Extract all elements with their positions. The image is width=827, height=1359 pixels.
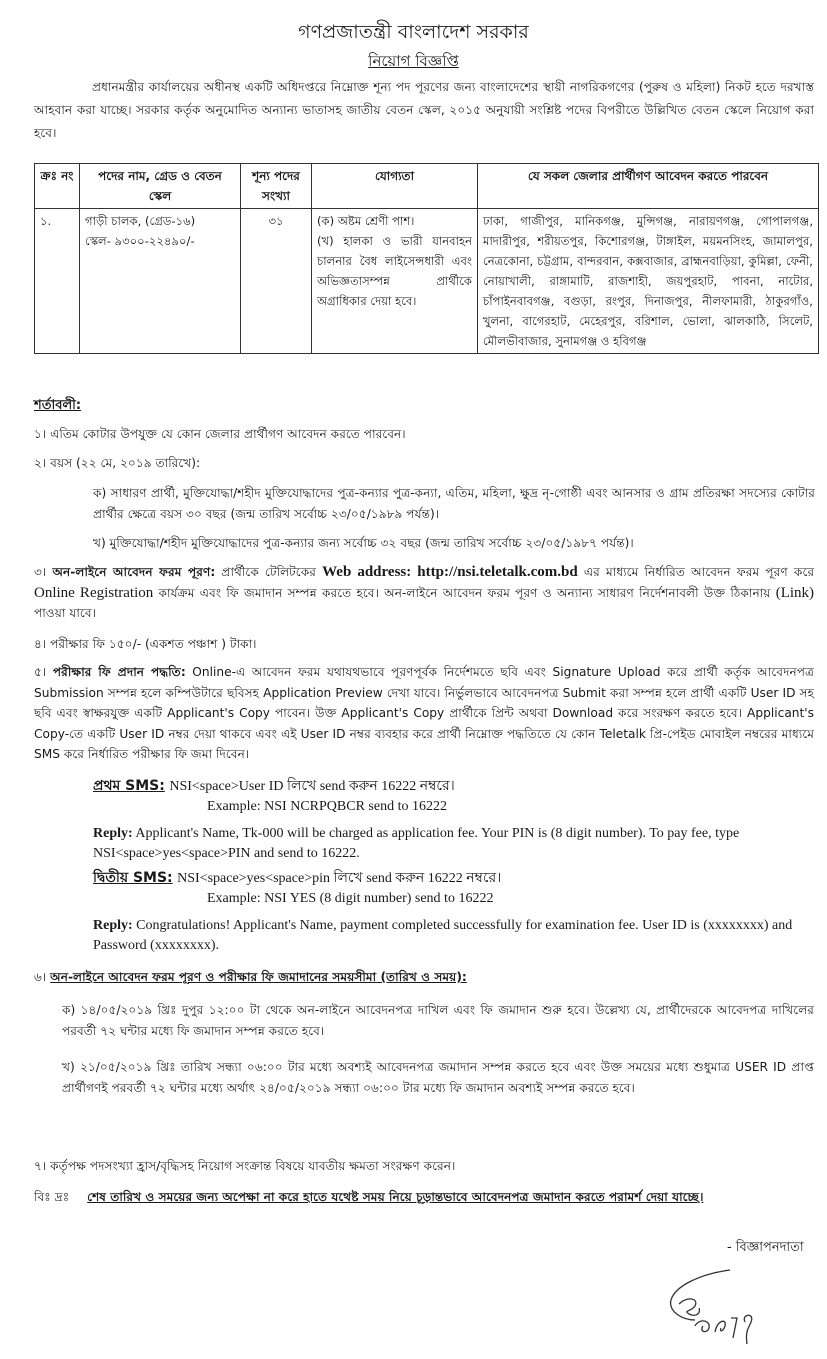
term-3-label: অন-লাইনে আবেদন ফরম পূরণ: xyxy=(52,565,216,579)
posts-table xyxy=(34,163,819,354)
qualification-b: (খ) হালকা ও ভারী যানবাহন চালনার বৈধ লাইসেন্সধারী এবং অভিজ্ঞতাসম্পন্ন প্রার্থীকে অগ্রাধিকার দেয়া হবে। xyxy=(317,234,472,308)
cell-serial: ১. xyxy=(35,209,80,354)
term-6-num: ৬। xyxy=(34,970,47,984)
term-4: ৪। পরীক্ষার ফি ১৫০/- (একশত পঞ্চাশ ) টাকা। xyxy=(34,637,257,651)
term-2: ২। বয়স (২২ মে, ২০১৯ তারিখে): xyxy=(34,456,201,470)
col-post: পদের নাম, গ্রেড ও বেতন স্কেল xyxy=(80,164,241,209)
signature-image xyxy=(665,1268,765,1348)
col-vacancies: শূন্য পদের সংখ্যা xyxy=(241,164,312,209)
government-title: গণপ্রজাতন্ত্রী বাংলাদেশ সরকার xyxy=(298,21,529,43)
reply-1-label: Reply: xyxy=(93,826,133,841)
web-address-link[interactable]: Web address: http://nsi.teletalk.com.bd xyxy=(322,564,578,580)
term-2a: ক) সাধারণ প্রার্থী, মুক্তিযোদ্ধা/শহীদ মুক্তিযোদ্ধাদের পুত্র-কন্যার পুত্র-কন্যা, এতিম, মহিলা, ক্ষুদ্র নৃ-গোষ্ঠী এবং আনসার ও গ্রাম প্রতিরক্ষা সদস্যের কোটার প্রার্থীর ক্ষেত্রে বয়স ৩০ বছর (জন্ম তারিখ সর্বোচ্চ ২৩/০৫/১৯৮৯ পর্যন্ত)। xyxy=(93,486,815,521)
term-1: ১। এতিম কোটার উপযুক্ত যে কোন জেলার প্রার্থীগণ আবেদন করতে পারবেন। xyxy=(34,427,406,441)
note-label: বিঃ দ্রঃ xyxy=(34,1190,70,1204)
term-5 xyxy=(34,662,814,765)
notice-title-text: নিয়োগ বিজ্ঞপ্তি xyxy=(368,52,459,70)
online-registration-text: Online Registration xyxy=(34,584,154,601)
sms-2-text: NSI<space>yes<space>pin লিখে send করুন 16222 নম্বরে। xyxy=(177,871,502,886)
term-5-label: পরীক্ষার ফি প্রদান পদ্ধতি: xyxy=(52,665,186,679)
note xyxy=(34,1187,814,1208)
sms-1-text: NSI<space>User ID লিখে send করুন 16222 নম্বরে। xyxy=(169,779,455,794)
signature-stroke-1 xyxy=(671,1270,730,1320)
term-3 xyxy=(34,562,814,624)
sms-2-label: দ্বিতীয় SMS: xyxy=(93,870,173,886)
sms-1-label: প্রথম SMS: xyxy=(93,778,165,794)
table-header-row xyxy=(35,164,819,209)
qualification-a: (ক) অষ্টম শ্রেণী পাশ। xyxy=(317,214,415,228)
term-5-body: Online-এ আবেদন ফরম যথাযথভাবে পূরণপূর্বক নির্দেশমতে ছবি এবং Signature Upload করে প্রার্থী কর্তৃক আবেদনপত্র Submission সম্পন্ন হলে কম্পিউটারে ছবিসহ Application Preview দেখা যাবে। নির্ভুলভাবে আবেদনপত্র Submit করা সম্পন্ন হলে প্রার্থী একটি User ID সহ ছবি এবং স্বাক্ষরযুক্ত একটি Applicant's Copy পাবেন। উক্ত Applicant's Copy প্রার্থীকে প্রিন্ট অথবা Download করে সংরক্ষণ করতে হবে। Applicant's Copy-তে একটি User ID নম্বর দেয়া থাকবে এবং এই User ID নম্বর ব্যবহার করে প্রার্থী নিম্নোক্ত পদ্ধতিতে যে কোন Teletalk প্রি-পেইড মোবাইল নম্বরের মাধ্যমে SMS করে নির্ধারিত পরীক্ষার ফি জমা দিবেন। xyxy=(34,665,814,761)
cell-qualification xyxy=(312,209,478,354)
post-name: গাড়ী চালক, (গ্রেড-১৬) xyxy=(85,214,196,228)
term-3-text-c: কার্যক্রম এবং ফি জমাদান সম্পন্ন করতে হবে। অন-লাইনে আবেদন ফরম পূরণ ও অন্যান্য সাধারণ নির্দেশনাবলী উক্ত ঠিকানায় xyxy=(158,585,771,600)
term-6-label: অন-লাইনে আবেদন ফরম পূরণ ও পরীক্ষার ফি জমাদানের সময়সীমা (তারিখ ও সময়): xyxy=(50,970,467,984)
term-6 xyxy=(34,967,814,988)
cell-districts: ঢাকা, গাজীপুর, মানিকগঞ্জ, মুন্সিগঞ্জ, নারায়ণগঞ্জ, গোপালগঞ্জ, মাদারীপুর, শরীয়তপুর, কিশোরগঞ্জ, টাঙ্গাইল, ময়মনসিংহ, জামালপুর, নেত্রকোনা, চট্টগ্রাম, বান্দরবান, কক্সবাজার, ব্রাহ্মনবাড়িয়া, কুমিল্লা, ফেনী, নোয়াখালী, রাঙ্গামাটি, রাজশাহী, জয়পুরহাট, পাবনা, নাটোর, চাঁপাইনবাবগঞ্জ, বগুড়া, রংপুর, দিনাজপুর, নীলফামারী, ঠাকুরগাঁও, খুলনা, বাগেরহাট, মেহেরপুর, বরিশাল, ভোলা, ঝালকাঠি, সিলেট, মৌলভীবাজার, সুনামগঞ্জ ও হবিগঞ্জ xyxy=(478,209,819,354)
term-5-num: ৫। xyxy=(34,665,47,679)
sms-1 xyxy=(93,776,815,817)
sms-1-example: Example: NSI NCRPQBCR send to 16222 xyxy=(207,799,447,814)
terms-heading: শর্তাবলী: xyxy=(34,398,82,413)
reply-2-text: Congratulations! Applicant's Name, payment completed successfully for examination fee. User ID is (xxxxxxxx) and Password (xxxxxxxx). xyxy=(93,918,793,953)
signature-stroke-3 xyxy=(695,1315,752,1344)
reply-1 xyxy=(93,824,815,864)
term-7: ৭। কর্তৃপক্ষ পদসংখ্যা হ্রাস/বৃদ্ধিসহ নিয়োগ সংক্রান্ত বিষয়ে যাবতীয় ক্ষমতা সংরক্ষণ করেন। xyxy=(34,1159,456,1173)
advertiser-label: - বিজ্ঞাপনদাতা xyxy=(727,1240,804,1255)
col-districts: যে সকল জেলার প্রার্থীগণ আবেদন করতে পারবেন xyxy=(478,164,819,209)
reply-1-text: Applicant's Name, Tk-000 will be charged as application fee. Your PIN is (8 digit number). To pay fee, type NSI<space>yes<space>PIN and send to 16222. xyxy=(93,826,740,861)
term-3-num: ৩। xyxy=(34,565,47,579)
term-2b: খ) মুক্তিযোদ্ধা/শহীদ মুক্তিযোদ্ধাদের পুত্র-কন্যার জন্য সর্বোচ্চ ৩২ বছর (জন্ম তারিখ সর্বোচ্চ ২৩/০৫/১৯৮৭ পর্যন্ত)। xyxy=(93,536,634,550)
post-scale: স্কেল- ৯৩০০-২২৪৯০/- xyxy=(85,234,195,248)
col-qualification: যোগ্যতা xyxy=(312,164,478,209)
note-text: শেষ তারিখ ও সময়ের জন্য অপেক্ষা না করে হাতে যথেষ্ট সময় নিয়ে চূড়ান্তভাবে আবেদনপত্র জমাদান করতে পরামর্শ দেয়া যাচ্ছে। xyxy=(87,1190,704,1204)
signature-stroke-2 xyxy=(679,1299,700,1315)
cell-vacancies: ৩১ xyxy=(241,209,312,354)
notice-title xyxy=(0,50,827,75)
sms-2 xyxy=(93,868,815,909)
term-6b: খ) ২১/০৫/২০১৯ খ্রিঃ তারিখ সন্ধ্যা ০৬:০০ টার মধ্যে অবশ্যই আবেদনপত্র জমাদান সম্পন্ন করতে হবে এবং উক্ত সময়ের মধ্যে শুধুমাত্র USER ID প্রাপ্ত প্রার্থীগণই পরবর্তী ৭২ ঘন্টার মধ্যে অর্থাৎ ২৪/০৫/২০১৯ সন্ধ্যা ০৬:০০ টার মধ্যে ফি জমাদান অবশ্যই সম্পন্ন করতে হবে। xyxy=(62,1060,814,1095)
term-3-text-a: প্রার্থীকে টেলিটকের xyxy=(221,565,316,579)
intro-text: প্রধানমন্ত্রীর কার্যালয়ের অধীনস্থ একটি অধিদপ্তরে নিম্নোক্ত শূন্য পদ পূরণের জন্য বাংলাদেশের স্থায়ী নাগরিকগণের (পুরুষ ও মহিলা) নিকট হতে দরখাস্ত আহবান করা যাচ্ছে। সরকার কর্তৃক অনুমোদিত অন্যান্য ভাতাসহ জাতীয় বেতন স্কেল, ২০১৫ অনুযায়ী সংশ্লিষ্ট পদের বিপরীতে উল্লিখিত বেতন স্কেলে নিয়োগ করা হবে। xyxy=(34,80,814,140)
term-3-text-b: এর মাধ্যমে নির্ধারিত আবেদন ফরম পূরণ করে xyxy=(583,565,815,579)
intro-paragraph xyxy=(34,76,814,145)
reply-2 xyxy=(93,916,815,956)
col-serial: ক্রঃ নং xyxy=(35,164,80,209)
term-3-text-d: পাওয়া যাবে। xyxy=(34,606,96,620)
sms-2-example: Example: NSI YES (8 digit number) send to 16222 xyxy=(207,891,494,906)
table-row xyxy=(35,209,819,354)
reply-2-label: Reply: xyxy=(93,918,133,933)
cell-post xyxy=(80,209,241,354)
term-6a: ক) ১৪/০৫/২০১৯ খ্রিঃ দুপুর ১২:০০ টা থেকে অন-লাইনে আবেদনপত্র দাখিল এবং ফি জমাদান শুরু হবে। উল্লেখ্য যে, প্রার্থীদেরকে আবেদপত্র দাখিলের পরবর্তী ৭২ ঘন্টার মধ্যে ফি জমাদান সম্পন্ন করতে হবে। xyxy=(62,1003,814,1038)
link-text: (Link) xyxy=(775,584,815,601)
